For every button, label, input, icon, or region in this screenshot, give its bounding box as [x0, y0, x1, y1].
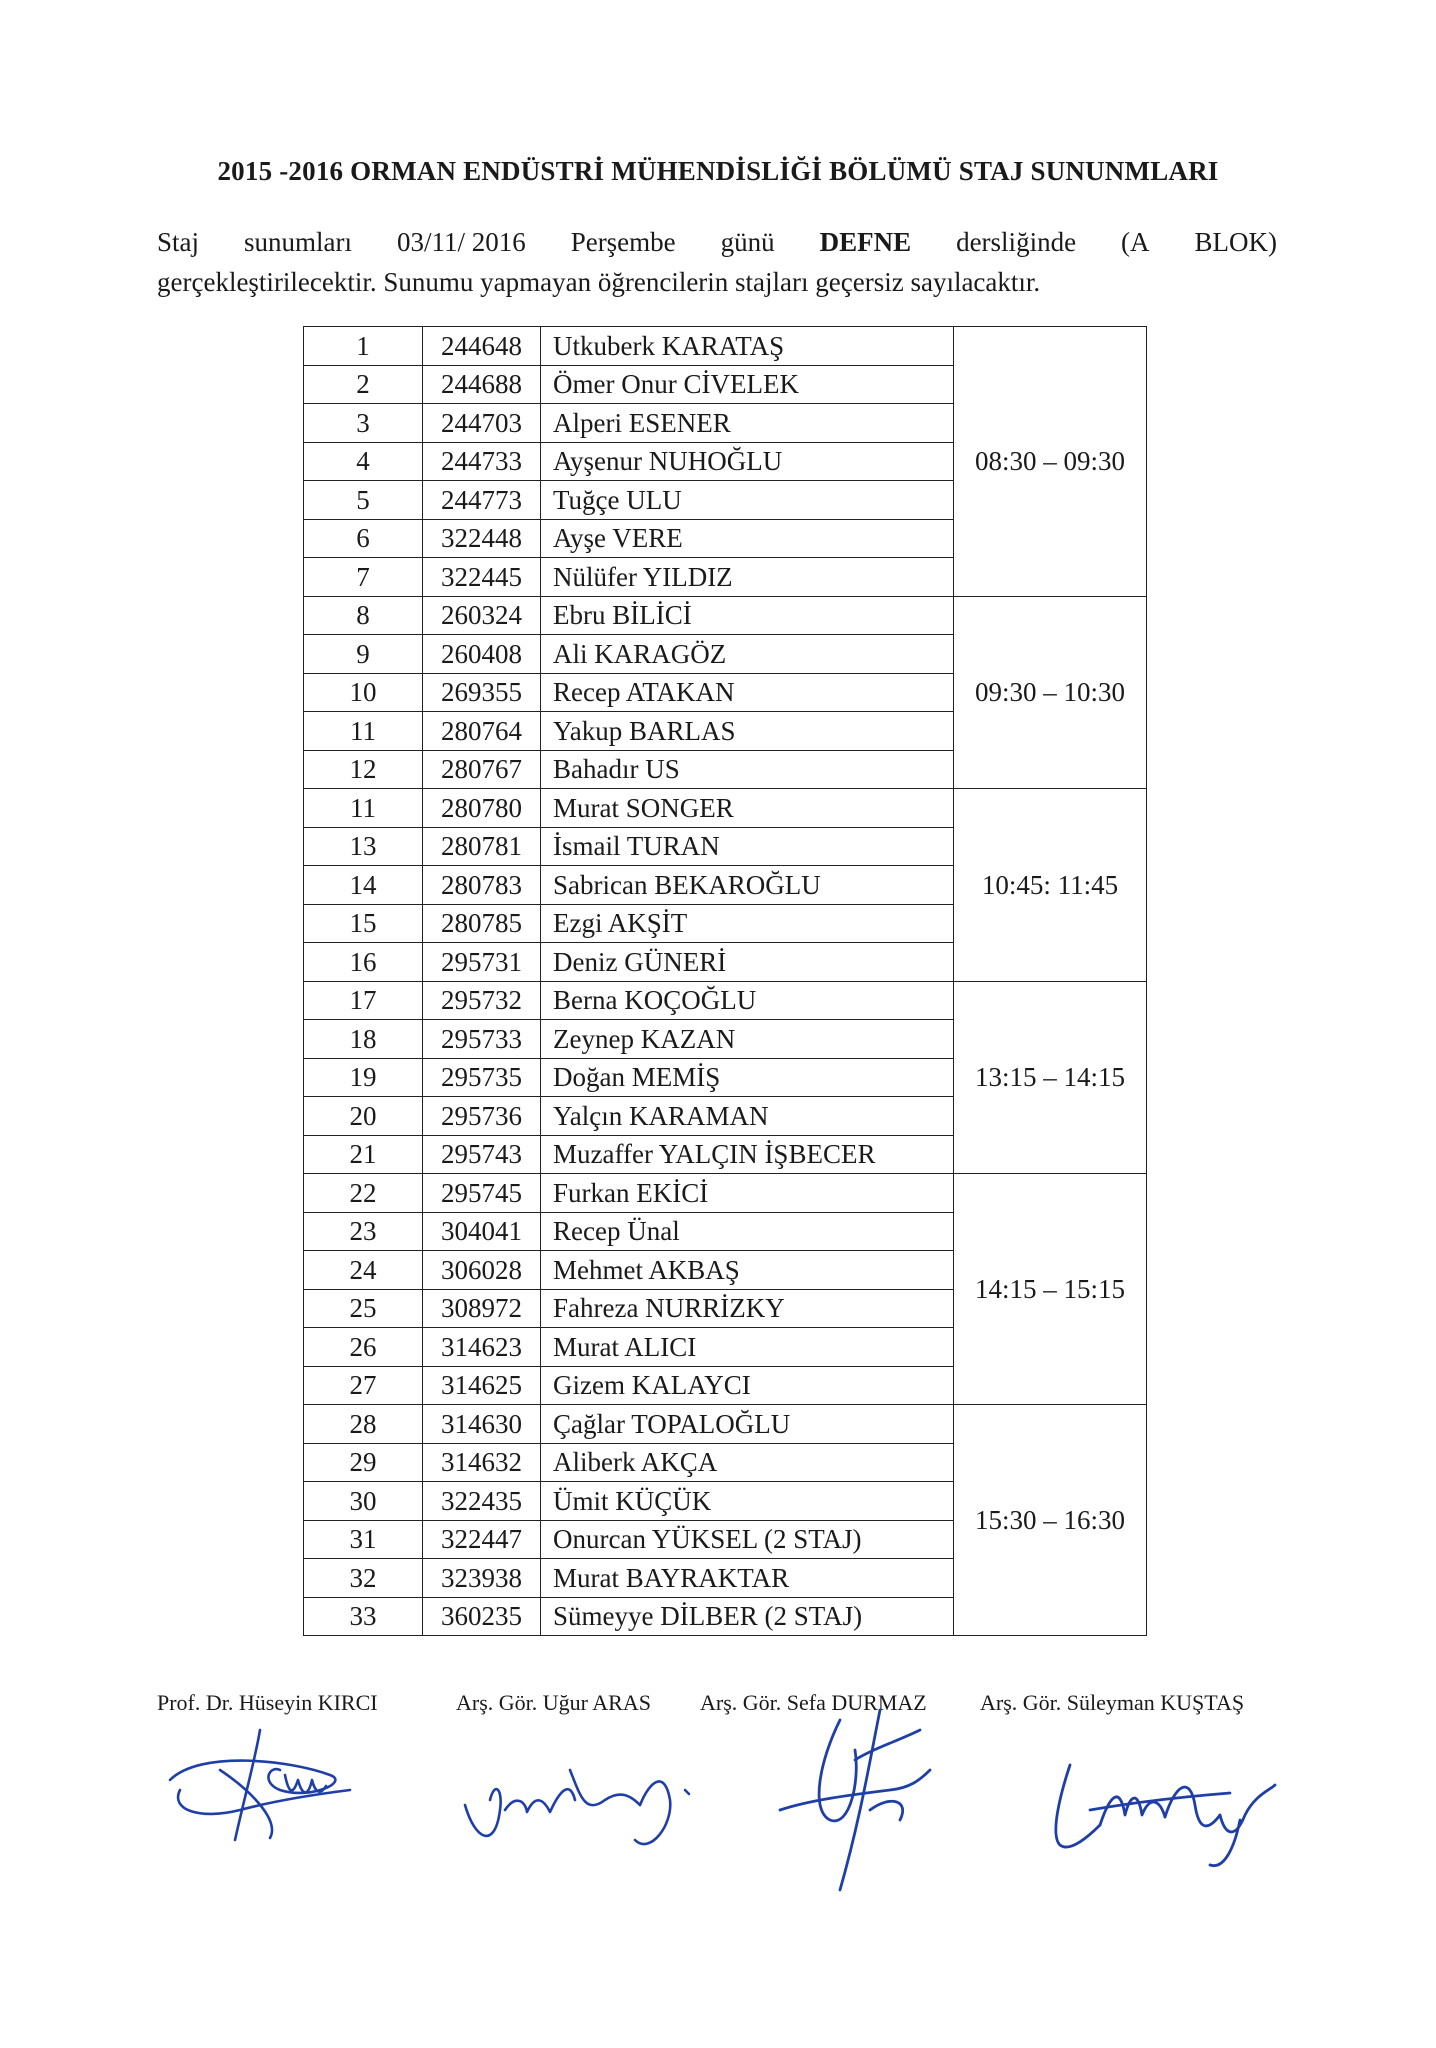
student-name: Aliberk AKÇA [541, 1443, 954, 1482]
student-id: 295743 [423, 1135, 541, 1174]
student-id: 280783 [423, 866, 541, 905]
table-row [304, 327, 1147, 366]
student-name: Alperi ESENER [541, 404, 954, 443]
student-id: 280764 [423, 712, 541, 751]
table-row [304, 981, 1147, 1020]
student-id: 322445 [423, 558, 541, 597]
room-name: DEFNE [819, 227, 912, 257]
row-number: 16 [304, 943, 423, 982]
student-name: Gizem KALAYCI [541, 1366, 954, 1405]
student-name: İsmail TURAN [541, 827, 954, 866]
student-name: Ümit KÜÇÜK [541, 1482, 954, 1521]
intro-word: dersliğinde [956, 227, 1077, 257]
student-name: Mehmet AKBAŞ [541, 1251, 954, 1290]
signature-2 [455, 1750, 725, 1860]
row-number: 12 [304, 750, 423, 789]
student-id: 314632 [423, 1443, 541, 1482]
row-number: 11 [304, 789, 423, 828]
student-id: 314630 [423, 1405, 541, 1444]
schedule-table [303, 326, 1147, 1636]
signature-4 [1030, 1745, 1280, 1875]
page-title: 2015 -2016 ORMAN ENDÜSTRİ MÜHENDİSLİĞİ BÖLÜMÜ STAJ SUNUNMLARI [217, 156, 1219, 186]
row-number: 9 [304, 635, 423, 674]
student-id: 280780 [423, 789, 541, 828]
intro-paragraph [157, 222, 1277, 302]
student-id: 244773 [423, 481, 541, 520]
student-id: 295732 [423, 981, 541, 1020]
student-name: Doğan MEMİŞ [541, 1058, 954, 1097]
row-number: 27 [304, 1366, 423, 1405]
student-id: 260324 [423, 596, 541, 635]
time-slot: 14:15 – 15:15 [954, 1174, 1147, 1405]
signers-row [0, 1690, 1436, 1720]
presentation-day: Perşembe [570, 227, 676, 257]
signer-name: Arş. Gör. Sefa DURMAZ [700, 1690, 927, 1715]
intro-line-1 [157, 222, 1277, 262]
row-number: 20 [304, 1097, 423, 1136]
row-number: 11 [304, 712, 423, 751]
student-id: 360235 [423, 1597, 541, 1636]
student-id: 295731 [423, 943, 541, 982]
row-number: 5 [304, 481, 423, 520]
row-number: 29 [304, 1443, 423, 1482]
student-id: 244733 [423, 442, 541, 481]
row-number: 23 [304, 1212, 423, 1251]
row-number: 30 [304, 1482, 423, 1521]
student-id: 260408 [423, 635, 541, 674]
student-name: Murat ALICI [541, 1328, 954, 1367]
student-name: Bahadır US [541, 750, 954, 789]
row-number: 6 [304, 519, 423, 558]
intro-word: BLOK) [1194, 227, 1277, 257]
student-id: 322447 [423, 1520, 541, 1559]
student-name: Nülüfer YILDIZ [541, 558, 954, 597]
student-name: Çağlar TOPALOĞLU [541, 1405, 954, 1444]
row-number: 33 [304, 1597, 423, 1636]
student-id: 280785 [423, 904, 541, 943]
table-row [304, 1405, 1147, 1444]
row-number: 4 [304, 442, 423, 481]
row-number: 10 [304, 673, 423, 712]
intro-word: sunumları [243, 227, 352, 257]
intro-word: günü [720, 227, 775, 257]
row-number: 7 [304, 558, 423, 597]
row-number: 3 [304, 404, 423, 443]
student-name: Yalçın KARAMAN [541, 1097, 954, 1136]
time-slot: 13:15 – 14:15 [954, 981, 1147, 1174]
schedule-body [304, 327, 1147, 1636]
time-slot: 09:30 – 10:30 [954, 596, 1147, 789]
student-id: 314625 [423, 1366, 541, 1405]
row-number: 13 [304, 827, 423, 866]
student-id: 314623 [423, 1328, 541, 1367]
student-name: Tuğçe ULU [541, 481, 954, 520]
student-name: Ayşenur NUHOĞLU [541, 442, 954, 481]
student-name: Onurcan YÜKSEL (2 STAJ) [541, 1520, 954, 1559]
student-name: Recep Ünal [541, 1212, 954, 1251]
signature-1 [160, 1720, 360, 1850]
signer-name: Prof. Dr. Hüseyin KIRCI [157, 1690, 378, 1715]
student-name: Deniz GÜNERİ [541, 943, 954, 982]
student-id: 295733 [423, 1020, 541, 1059]
student-name: Berna KOÇOĞLU [541, 981, 954, 1020]
presentation-date: 03/11/ 2016 [396, 227, 526, 257]
row-number: 32 [304, 1559, 423, 1598]
student-id: 322448 [423, 519, 541, 558]
row-number: 31 [304, 1520, 423, 1559]
row-number: 25 [304, 1289, 423, 1328]
signer-name: Arş. Gör. Süleyman KUŞTAŞ [980, 1690, 1245, 1715]
row-number: 1 [304, 327, 423, 366]
student-name: Yakup BARLAS [541, 712, 954, 751]
time-slot: 08:30 – 09:30 [954, 327, 1147, 597]
signer-name: Arş. Gör. Uğur ARAS [456, 1690, 651, 1715]
student-id: 244703 [423, 404, 541, 443]
student-name: Recep ATAKAN [541, 673, 954, 712]
student-id: 323938 [423, 1559, 541, 1598]
row-number: 17 [304, 981, 423, 1020]
student-name: Murat SONGER [541, 789, 954, 828]
table-row [304, 1174, 1147, 1213]
row-number: 28 [304, 1405, 423, 1444]
row-number: 24 [304, 1251, 423, 1290]
student-name: Ayşe VERE [541, 519, 954, 558]
student-name: Furkan EKİCİ [541, 1174, 954, 1213]
row-number: 26 [304, 1328, 423, 1367]
row-number: 15 [304, 904, 423, 943]
intro-word: (A [1121, 227, 1150, 257]
intro-word: Staj [157, 227, 200, 257]
student-id: 269355 [423, 673, 541, 712]
student-id: 280781 [423, 827, 541, 866]
student-name: Ali KARAGÖZ [541, 635, 954, 674]
student-name: Fahreza NURRİZKY [541, 1289, 954, 1328]
table-row [304, 789, 1147, 828]
student-name: Sabrican BEKAROĞLU [541, 866, 954, 905]
time-slot: 15:30 – 16:30 [954, 1405, 1147, 1636]
student-name: Murat BAYRAKTAR [541, 1559, 954, 1598]
student-id: 308972 [423, 1289, 541, 1328]
student-id: 322435 [423, 1482, 541, 1521]
student-id: 280767 [423, 750, 541, 789]
row-number: 19 [304, 1058, 423, 1097]
student-name: Ezgi AKŞİT [541, 904, 954, 943]
student-name: Ebru BİLİCİ [541, 596, 954, 635]
student-id: 295735 [423, 1058, 541, 1097]
row-number: 14 [304, 866, 423, 905]
row-number: 18 [304, 1020, 423, 1059]
signature-3 [770, 1700, 950, 1900]
row-number: 21 [304, 1135, 423, 1174]
table-row [304, 596, 1147, 635]
student-id: 306028 [423, 1251, 541, 1290]
student-name: Ömer Onur CİVELEK [541, 365, 954, 404]
row-number: 22 [304, 1174, 423, 1213]
student-name: Sümeyye DİLBER (2 STAJ) [541, 1597, 954, 1636]
student-id: 295745 [423, 1174, 541, 1213]
student-id: 295736 [423, 1097, 541, 1136]
intro-line-2: gerçekleştirilecektir. Sunumu yapmayan öğrencilerin stajları geçersiz sayılacaktır. [157, 267, 1041, 297]
student-id: 244648 [423, 327, 541, 366]
student-name: Utkuberk KARATAŞ [541, 327, 954, 366]
student-name: Muzaffer YALÇIN İŞBECER [541, 1135, 954, 1174]
student-id: 244688 [423, 365, 541, 404]
time-slot: 10:45: 11:45 [954, 789, 1147, 982]
student-name: Zeynep KAZAN [541, 1020, 954, 1059]
student-id: 304041 [423, 1212, 541, 1251]
row-number: 2 [304, 365, 423, 404]
row-number: 8 [304, 596, 423, 635]
